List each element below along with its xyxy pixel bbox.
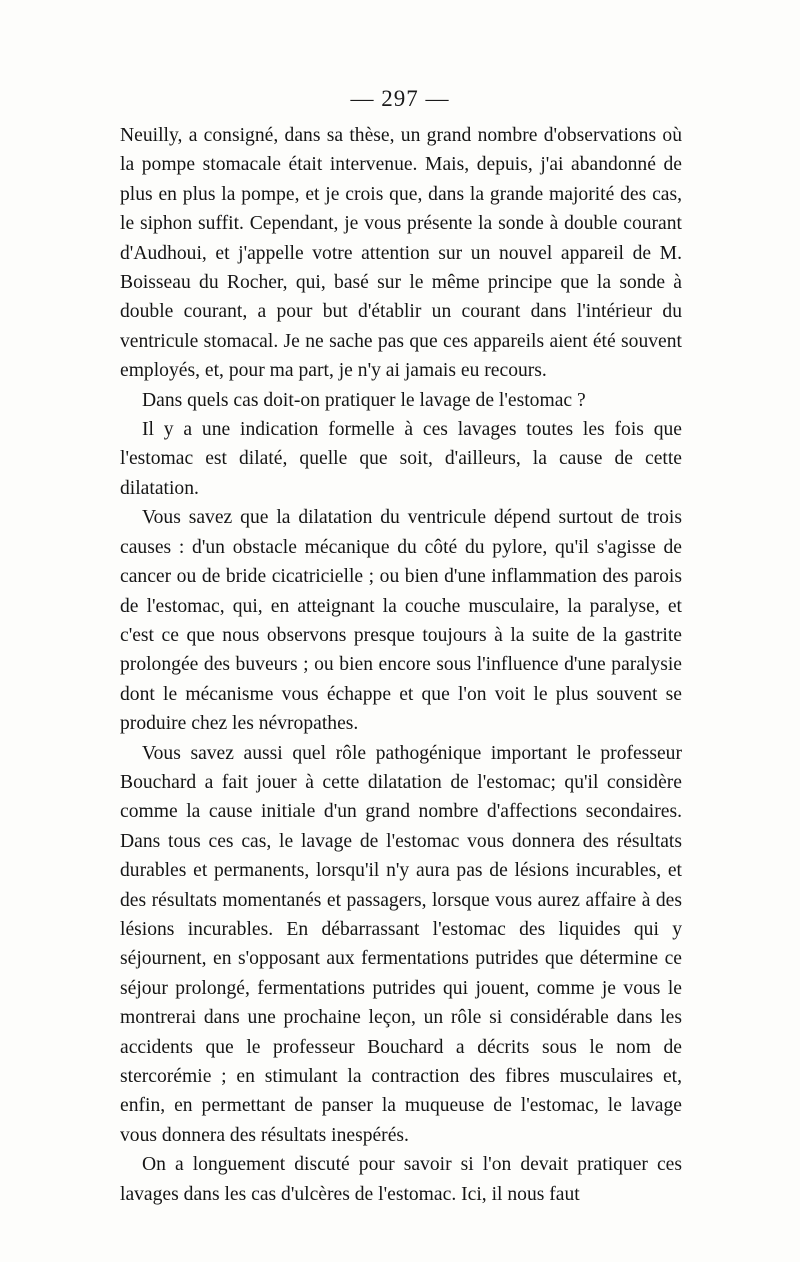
paragraph-1: Neuilly, a consigné, dans sa thèse, un grand nombre d'observations où la pompe stomacale était intervenue. Mais, depuis, j'ai abandonné de plus en plus la pompe, et je crois que, dans la grande majorité des cas, le siphon suffit. Cependant, je vous présente la sonde à double courant d'Audhoui, et j'appelle votre attention sur un nouvel appareil de M. Boisseau du Rocher, qui, basé sur le même principe que la sonde à double courant, a pour but d'établir un courant dans l'intérieur du ventricule stomacal. Je ne sache pas que ces appareils aient été souvent employés, et, pour ma part, je n'y ai jamais eu recours.: [120, 125, 682, 382]
paragraph-5: Vous savez aussi quel rôle pathogénique important le professeur Bouchard a fait jouer à cette dilatation de l'estomac; qu'il considère comme la cause initiale d'un grand nombre d'affections secondaires. Dans tous ces cas, le lavage de l'estomac vous donnera des résultats durables et permanents, lorsqu'il n'y aura pas de lésions incurables, et des résultats momentanés et passagers, lorsque vous aurez affaire à des lésions incurables. En débarrassant l'estomac des liquides qui y séjournent, en s'opposant aux fermentations putrides que détermine ce séjour prolongé, fermentations putrides qui jouent, comme je vous le montrerai dans une prochaine leçon, un rôle si considérable dans les accidents que le professeur Bouchard a décrits sous le nom de stercorémie ; en stimulant la contraction des fibres musculaires et, enfin, en permettant de panser la muqueuse de l'estomac, le lavage vous donnera des résultats inespérés.: [120, 742, 682, 1146]
paragraph-4: Vous savez que la dilatation du ventricule dépend surtout de trois causes : d'un obstacle mécanique du côté du pylore, qu'il s'agisse de cancer ou de bride cicatricielle ; ou bien d'une inflammation des parois de l'estomac, qui, en atteignant la couche musculaire, la paralyse, et c'est ce que nous observons presque toujours à la suite de la gastrite prolongée des buveurs ; ou bien encore sous l'influence d'une paralysie dont le mécanisme vous échappe et que l'on voit le plus souvent se produire chez les névropathes.: [120, 507, 682, 735]
page-number: — 297 —: [350, 86, 450, 111]
paragraph-6: On a longuement discuté pour savoir si l'on devait pratiquer ces lavages dans les cas d'ulcères de l'estomac. Ici, il nous faut: [120, 1154, 682, 1205]
paragraph-3: Il y a une indication formelle à ces lavages toutes les fois que l'estomac est dilaté, quelle que soit, d'ailleurs, la cause de cette dilatation.: [120, 419, 682, 499]
paragraph-2: Dans quels cas doit-on pratiquer le lavage de l'estomac ?: [142, 389, 586, 411]
body-text: [120, 121, 682, 1209]
